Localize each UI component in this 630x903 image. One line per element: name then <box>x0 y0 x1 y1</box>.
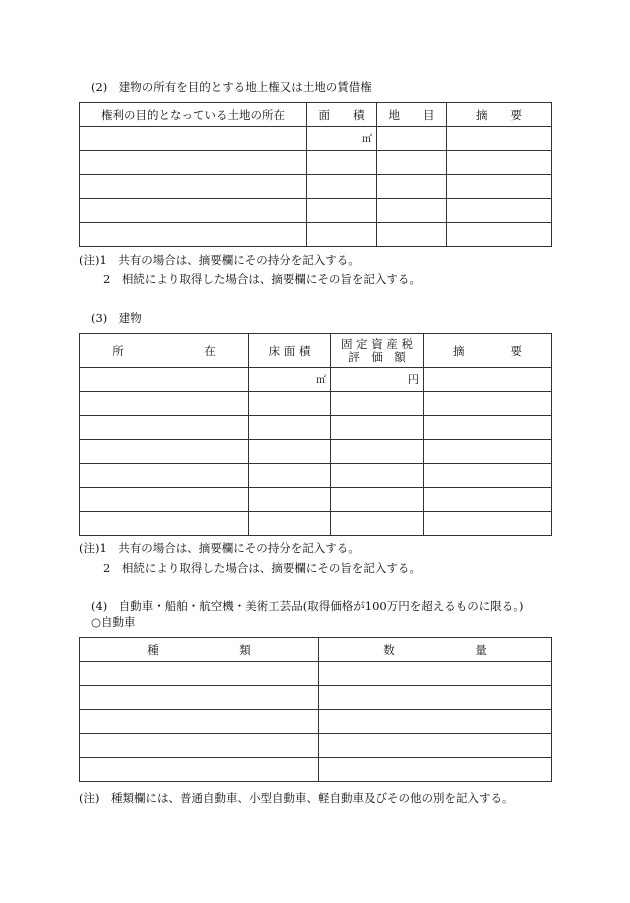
land-category-cell[interactable] <box>377 151 447 175</box>
area-cell[interactable] <box>307 151 377 175</box>
floor-area-cell[interactable] <box>249 392 331 416</box>
floor-area-cell[interactable] <box>249 488 331 512</box>
section-4-subheading: ○自動車 <box>91 615 136 629</box>
remarks-cell[interactable] <box>447 223 552 247</box>
remarks-cell[interactable] <box>424 440 552 464</box>
land-category-cell[interactable] <box>377 127 447 151</box>
location-cell[interactable] <box>80 127 307 151</box>
quantity-cell[interactable] <box>319 734 552 758</box>
location-cell[interactable] <box>80 416 249 440</box>
header-assessed-value-line2: 評 価 額 <box>348 349 406 364</box>
section-2-note-1: (注)1 共有の場合は、摘要欄にその持分を記入する。 <box>79 253 360 267</box>
quantity-cell[interactable] <box>319 710 552 734</box>
remarks-cell[interactable] <box>447 175 552 199</box>
type-cell[interactable] <box>80 710 319 734</box>
table-row <box>80 758 552 782</box>
section-3-heading: (3) 建物 <box>91 311 142 325</box>
location-cell[interactable] <box>80 488 249 512</box>
location-cell[interactable] <box>80 199 307 223</box>
floor-area-cell[interactable] <box>249 368 331 392</box>
land-category-cell[interactable] <box>377 223 447 247</box>
table-row <box>80 734 552 758</box>
table-row <box>80 175 552 199</box>
location-cell[interactable] <box>80 464 249 488</box>
table-header-row <box>80 334 552 368</box>
table-row <box>80 512 552 536</box>
remarks-cell[interactable] <box>424 488 552 512</box>
table-header-row <box>80 103 552 127</box>
vehicles-table <box>79 637 552 782</box>
section-2-heading: (2) 建物の所有を目的とする地上権又は土地の賃借権 <box>91 80 372 94</box>
remarks-cell[interactable] <box>424 392 552 416</box>
remarks-cell[interactable] <box>424 368 552 392</box>
table-row <box>80 223 552 247</box>
table-row <box>80 488 552 512</box>
area-unit: ㎡ <box>362 134 372 145</box>
type-cell[interactable] <box>80 686 319 710</box>
quantity-cell[interactable] <box>319 758 552 782</box>
quantity-cell[interactable] <box>319 686 552 710</box>
remarks-cell[interactable] <box>424 512 552 536</box>
area-cell[interactable] <box>307 223 377 247</box>
header-remarks: 摘 要 <box>424 334 552 368</box>
header-floor-area: 床 面 積 <box>249 334 331 368</box>
assessed-value-cell[interactable] <box>331 488 424 512</box>
location-cell[interactable] <box>80 151 307 175</box>
table-row <box>80 151 552 175</box>
floor-area-unit: ㎡ <box>316 375 326 386</box>
land-category-cell[interactable] <box>377 199 447 223</box>
location-cell[interactable] <box>80 368 249 392</box>
area-cell[interactable] <box>307 127 377 151</box>
section-2-note-2: 2 相続により取得した場合は、摘要欄にその旨を記入する。 <box>103 272 421 286</box>
location-cell[interactable] <box>80 223 307 247</box>
table-header-row <box>80 638 552 662</box>
table-row <box>80 710 552 734</box>
remarks-cell[interactable] <box>424 416 552 440</box>
assessed-value-cell[interactable] <box>331 440 424 464</box>
section-3-note-2: 2 相続により取得した場合は、摘要欄にその旨を記入する。 <box>103 561 421 575</box>
land-rights-table <box>79 102 552 247</box>
buildings-table <box>79 333 552 536</box>
area-cell[interactable] <box>307 199 377 223</box>
land-category-cell[interactable] <box>377 175 447 199</box>
yen-unit: 円 <box>408 373 419 386</box>
header-location: 権利の目的となっている土地の所在 <box>80 103 307 127</box>
assessed-value-cell[interactable] <box>331 512 424 536</box>
header-remarks: 摘 要 <box>447 103 552 127</box>
floor-area-cell[interactable] <box>249 464 331 488</box>
assessed-value-cell[interactable] <box>331 368 424 392</box>
section-3-note-1: (注)1 共有の場合は、摘要欄にその持分を記入する。 <box>79 541 360 555</box>
area-cell[interactable] <box>307 175 377 199</box>
table-row <box>80 368 552 392</box>
location-cell[interactable] <box>80 392 249 416</box>
table-row <box>80 686 552 710</box>
header-type: 種 類 <box>80 638 319 662</box>
location-cell[interactable] <box>80 512 249 536</box>
location-cell[interactable] <box>80 440 249 464</box>
header-location: 所 在 <box>80 334 249 368</box>
floor-area-cell[interactable] <box>249 416 331 440</box>
type-cell[interactable] <box>80 662 319 686</box>
location-cell[interactable] <box>80 175 307 199</box>
table-row <box>80 440 552 464</box>
assessed-value-cell[interactable] <box>331 392 424 416</box>
table-row <box>80 392 552 416</box>
header-land-category: 地 目 <box>377 103 447 127</box>
table-row <box>80 464 552 488</box>
table-row <box>80 662 552 686</box>
remarks-cell[interactable] <box>447 151 552 175</box>
table-row <box>80 127 552 151</box>
remarks-cell[interactable] <box>447 127 552 151</box>
type-cell[interactable] <box>80 758 319 782</box>
assessed-value-cell[interactable] <box>331 464 424 488</box>
section-4-heading: (4) 自動車・船舶・航空機・美術工芸品(取得価格が100万円を超えるものに限る。) <box>91 599 524 613</box>
remarks-cell[interactable] <box>447 199 552 223</box>
header-assessed-value <box>331 334 424 368</box>
table-row <box>80 416 552 440</box>
remarks-cell[interactable] <box>424 464 552 488</box>
section-4-note: (注) 種類欄には、普通自動車、小型自動車、軽自動車及びその他の別を記入する。 <box>79 791 514 805</box>
header-area: 面 積 <box>307 103 377 127</box>
type-cell[interactable] <box>80 734 319 758</box>
quantity-cell[interactable] <box>319 662 552 686</box>
header-quantity: 数 量 <box>319 638 552 662</box>
table-row <box>80 199 552 223</box>
assessed-value-cell[interactable] <box>331 416 424 440</box>
floor-area-cell[interactable] <box>249 440 331 464</box>
header-assessed-value-line1: 固 定 資 産 税 <box>340 336 414 351</box>
floor-area-cell[interactable] <box>249 512 331 536</box>
